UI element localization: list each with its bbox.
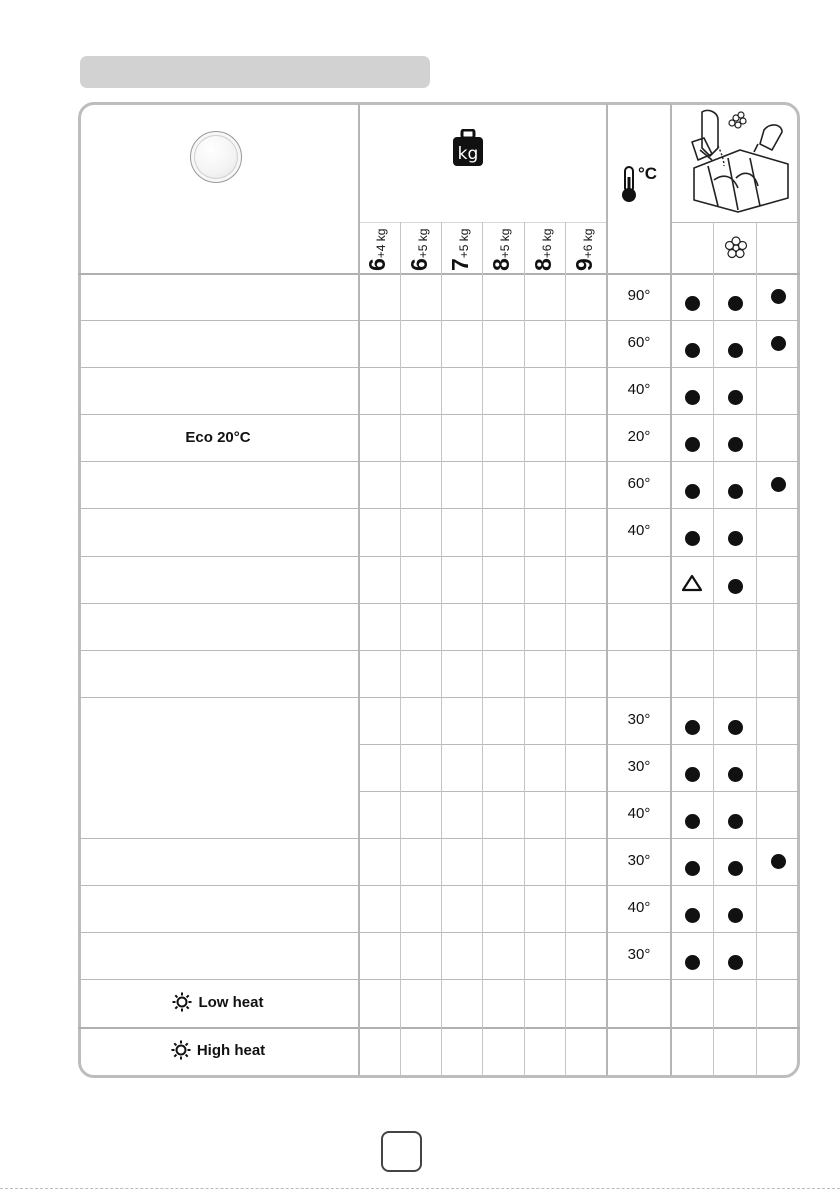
load-capacity-number: 6 <box>406 258 432 271</box>
compartment-dot <box>728 579 743 594</box>
compartment-dot <box>685 531 700 546</box>
compartment-dot <box>685 437 700 452</box>
compartment-dot <box>728 390 743 405</box>
row-divider <box>78 367 800 368</box>
drying-program <box>82 992 354 1012</box>
compartment-dot <box>728 861 743 876</box>
compartment-dot <box>728 908 743 923</box>
detergent-column-divider <box>756 222 757 1075</box>
temperature-value: 60° <box>627 334 651 351</box>
load-capacity-label <box>364 221 390 271</box>
row-divider <box>78 650 800 651</box>
drying-label: Low heat <box>198 993 264 1011</box>
header-divider <box>78 273 800 275</box>
load-capacity-label <box>530 221 556 271</box>
load-capacity-unit: +6 kg <box>540 228 554 259</box>
load-capacity-label <box>571 221 597 271</box>
temperature-value: 90° <box>627 287 651 304</box>
detergent-column-divider <box>713 222 714 1075</box>
cut-line <box>0 1188 840 1189</box>
row-divider <box>78 697 800 698</box>
section-title-bar <box>80 56 430 88</box>
temperature-value: 30° <box>627 711 651 728</box>
flower-icon <box>724 236 748 260</box>
load-column-divider <box>565 222 566 1075</box>
row-divider <box>78 508 800 509</box>
load-capacity-number: 7 <box>447 258 473 271</box>
load-capacity-unit: +4 kg <box>374 228 388 259</box>
sun-icon <box>172 992 192 1012</box>
load-column-divider <box>441 222 442 1075</box>
temperature-value: 40° <box>627 381 651 398</box>
row-divider <box>78 885 800 886</box>
load-column-divider <box>482 222 483 1075</box>
compartment-dot <box>771 336 786 351</box>
compartment-dot <box>728 531 743 546</box>
load-capacity-number: 6 <box>364 258 390 271</box>
load-capacity-label <box>406 221 432 271</box>
compartment-dot <box>685 484 700 499</box>
compartment-dot <box>685 861 700 876</box>
row-divider <box>78 556 800 557</box>
compartment-dot <box>771 854 786 869</box>
compartment-dot <box>728 767 743 782</box>
compartment-dot <box>728 296 743 311</box>
load-capacity-number: 8 <box>530 258 556 271</box>
row-divider <box>78 838 800 839</box>
program-column-divider <box>358 104 360 1075</box>
compartment-dot <box>728 484 743 499</box>
thermometer-icon <box>619 165 639 203</box>
program-name: Eco 20°C <box>185 428 251 446</box>
sun-icon <box>171 1040 191 1060</box>
weight-kg-icon <box>451 129 485 167</box>
load-column-divider <box>400 222 401 1075</box>
row-divider <box>78 979 800 980</box>
detergent-drawer-icon <box>688 108 790 214</box>
temperature-unit-label: °C <box>638 164 658 183</box>
temperature-value: 30° <box>627 946 651 963</box>
row-divider <box>78 932 800 933</box>
temperature-value: 30° <box>627 852 651 869</box>
row-divider <box>78 1027 800 1029</box>
program-knob-icon <box>190 131 242 183</box>
temperature-value: 30° <box>627 758 651 775</box>
load-capacity-unit: +5 kg <box>457 228 471 259</box>
load-capacity-unit: +5 kg <box>498 228 512 259</box>
compartment-dot <box>685 814 700 829</box>
compartment-dot <box>728 955 743 970</box>
compartment-dot <box>685 767 700 782</box>
compartment-dot <box>771 477 786 492</box>
temp-detergent-divider <box>670 104 672 1075</box>
load-capacity-label <box>488 221 514 271</box>
compartment-dot <box>728 720 743 735</box>
load-capacity-number: 8 <box>488 258 514 271</box>
row-divider <box>78 461 800 462</box>
row-divider <box>358 791 800 792</box>
load-capacity-unit: +5 kg <box>416 228 430 259</box>
temperature-value: 40° <box>627 805 651 822</box>
compartment-dot <box>685 390 700 405</box>
compartment-dot <box>685 955 700 970</box>
drying-label: High heat <box>196 1041 266 1059</box>
weight-unit-label: kg <box>457 144 479 164</box>
drying-program <box>82 1040 354 1060</box>
compartment-dot <box>771 289 786 304</box>
page-number-box <box>381 1131 422 1172</box>
row-divider <box>358 744 800 745</box>
load-capacity-number: 9 <box>571 258 597 271</box>
load-temp-divider <box>606 104 608 1075</box>
load-capacity-label <box>447 221 473 271</box>
row-divider <box>78 320 800 321</box>
temperature-value: 40° <box>627 899 651 916</box>
triangle-icon <box>681 574 703 592</box>
compartment-dot <box>685 720 700 735</box>
temperature-value: 20° <box>627 428 651 445</box>
compartment-dot <box>685 908 700 923</box>
temperature-value: 60° <box>627 475 651 492</box>
temperature-value: 40° <box>627 522 651 539</box>
compartment-dot <box>728 814 743 829</box>
row-divider <box>78 603 800 604</box>
load-column-divider <box>524 222 525 1075</box>
detergent-header-divider <box>670 222 800 223</box>
compartment-dot <box>728 343 743 358</box>
compartment-dot <box>685 296 700 311</box>
load-capacity-unit: +6 kg <box>581 228 595 259</box>
compartment-dot <box>685 343 700 358</box>
compartment-dot <box>728 437 743 452</box>
row-divider <box>78 414 800 415</box>
